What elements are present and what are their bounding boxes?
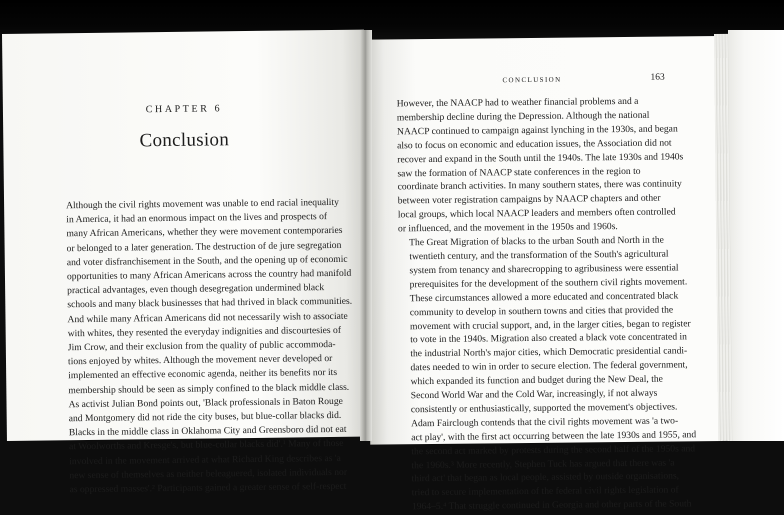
text-line: new sense of themselves as neither beleaguered, isolated individuals nor (69, 466, 348, 482)
text-line: or belonged to a later generation. The destruction of de jure segregation (66, 239, 342, 254)
text-line: These circumstances allowed a more educated and concentrated black (409, 290, 679, 304)
book-spine (360, 30, 372, 441)
text-line: membership decline during the Depression. Although the national (396, 109, 650, 124)
paragraph (400, 414, 697, 514)
text-line: tried to secure implementation of the federal civil rights legislation of (411, 484, 679, 499)
text-line: Adam Fairclough contends that the civil rights movement was 'a two- (410, 415, 679, 430)
text-line: system from tenancy and sharecropping to agribusiness were essential (409, 262, 679, 277)
text-line: consistently or enthusiastically, supported the movement's objectives. (410, 401, 678, 416)
right-page-body (396, 95, 697, 515)
text-line: or influenced, and the movement in the 1950s and 1960s. (397, 221, 618, 235)
text-line: local groups, which local NAACP leaders and members often controlled (397, 206, 676, 221)
text-line: the industrial North's major cities, which Democratic presidential candi- (410, 345, 688, 360)
text-line: NAACP continued to campaign against lynching in the 1930s, and began (396, 123, 678, 138)
text-line: However, the NAACP had to weather financial problems and a (396, 95, 639, 110)
text-line: in America, it had an enormous impact on the lives and prospects of (66, 211, 328, 226)
text-line: prerequisites for the development of the southern civil rights movement. (409, 276, 688, 291)
running-head: CONCLUSION (502, 75, 562, 85)
paragraph (398, 234, 691, 418)
left-page-body (66, 196, 366, 498)
text-line: also to focus on economic and education issues, the Association did not (397, 137, 672, 152)
text-line: membership should be seen as simply confined to the black middle class. (68, 381, 350, 396)
chapter-title: Conclusion (139, 129, 230, 152)
text-line: the second act marked by protests during the second half of the 1950s and (411, 442, 696, 457)
text-line: act play', with the first act occurring between the late 1930s and 1955, and (411, 429, 697, 443)
text-line: the 1960s.³ More recently, Stephen Tuck has argued that there was 'a (411, 457, 675, 471)
text-line: many African Americans, whether they were movement contemporaries (66, 225, 343, 240)
book-page-edge (728, 30, 784, 441)
right-page (366, 36, 722, 513)
text-line: and voter disfranchisement in the South, and the opening up of economic (66, 253, 348, 269)
text-line: Jim Crow, and their exclusion from the quality of public accommoda- (67, 338, 336, 354)
text-line: movement with crucial support, and, in the larger cities, began to register (409, 317, 691, 332)
text-line: at Woolworths and Kresge's, but blue-collar blacks did'.¹ Many of those (68, 438, 344, 453)
text-line: schools and many black businesses that had thrived in black communities. (67, 296, 353, 311)
text-line: as oppressed masses'.² Participants gained a greater sense of self-respect (69, 480, 347, 496)
text-line: and Montgomery did not ride the city buses, but blue-collar blacks did. (68, 409, 342, 425)
text-line: tions enjoyed by whites. Although the movement never developed or (67, 353, 333, 368)
text-line: third act' that began as local people, assisted by outside organisations, (411, 470, 680, 485)
text-line: to vote in the 1940s. Migration also created a black vote concentrated in (410, 331, 688, 346)
paragraph (396, 95, 684, 237)
text-line: As activist Julian Bond points out, 'Black professionals in Baton Rouge (68, 395, 343, 411)
text-line: Blacks in the middle class in Oklahoma City and Greensboro did not eat (68, 424, 347, 439)
text-line: twentieth century, and the transformation of the South's agricultural (409, 248, 669, 263)
text-line: with whites, they resented the everyday indignities and discourtesies of (67, 324, 342, 340)
text-line: Although the civil rights movement was unable to end racial inequality (66, 196, 339, 212)
text-line: The Great Migration of blacks to the urban South and North in the (409, 234, 664, 249)
text-line: opportunities to many African Americans across the country had manifold (66, 267, 352, 283)
page-number: 163 (650, 72, 665, 83)
left-page (2, 30, 369, 496)
text-line: recover and expand in the South until the 1940s. The late 1930s and 1940s (397, 150, 684, 165)
text-line: And while many African Americans did not necessarily wish to associate (67, 310, 348, 325)
text-line: practical advantages, even though desegregation undermined black (67, 282, 325, 297)
text-line: Second World War and the Cold War, increasingly, if not always (410, 387, 658, 402)
left-paragraph (66, 196, 366, 498)
text-line: which expanded its function and budget during the New Deal, the (410, 373, 663, 388)
text-line: implemented an effective economic agenda, neither its benefits nor its (68, 367, 338, 382)
text-line: saw the formation of NAACP state conferences in the region to (397, 165, 641, 179)
text-line: involved in the movement arrived at what Richard King describes as 'a (69, 452, 341, 467)
text-line: 1964–5.⁴ That struggle continued in Georgia and other parts of the South (411, 498, 692, 513)
text-line: dates needed to win in order to secure election. The federal government, (410, 359, 688, 374)
text-line: community to develop in southern towns and cities that provided the (409, 304, 674, 318)
text-line: coordinate branch activities. In many southern states, there was continuity (397, 178, 682, 193)
chapter-label: CHAPTER 6 (145, 103, 223, 116)
text-line: between voter registration campaigns by NAACP chapters and other (397, 192, 661, 207)
